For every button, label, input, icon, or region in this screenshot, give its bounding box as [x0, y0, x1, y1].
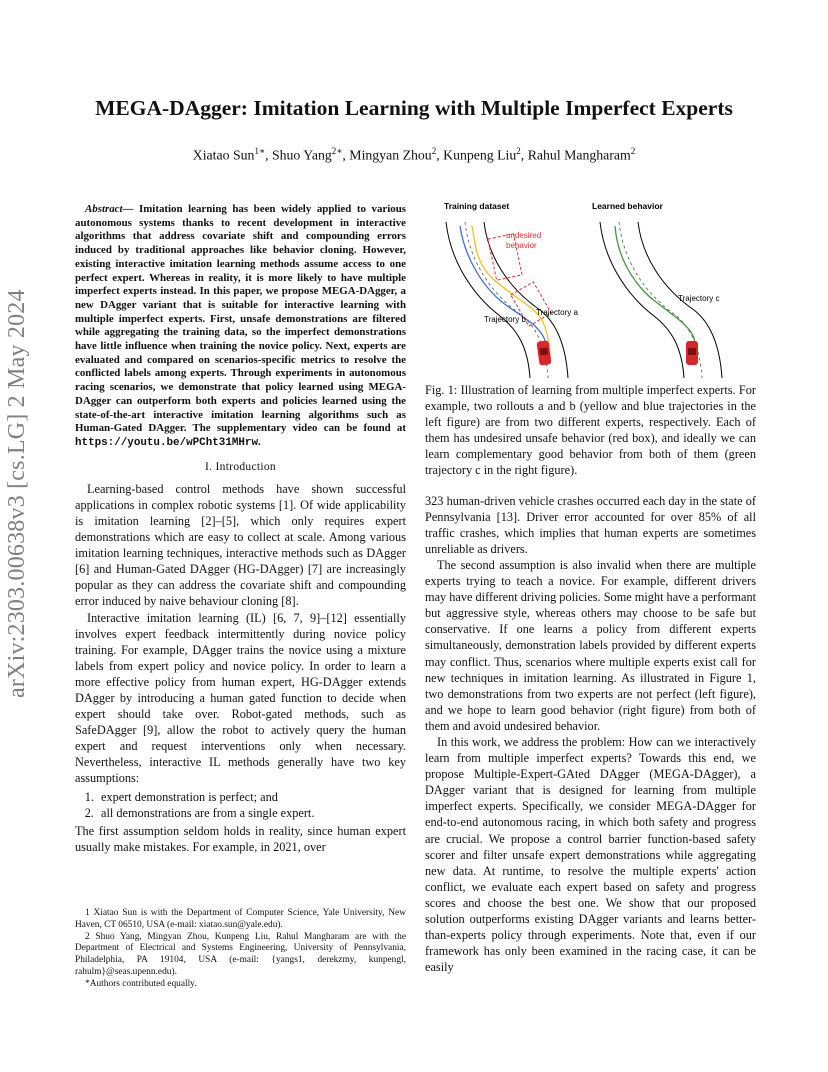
- footnote: 2 Shuo Yang, Mingyan Zhou, Kunpeng Liu, Rahul Mangharam are with the Department of Electrical and Systems Engineering, University of Pennsylvania, Philadelphia, PA 19104, USA (e-mail: {yangs1, derekzmy, kunpengl, rahulm}@seas.upenn.edu).: [75, 931, 406, 977]
- footnotes: [75, 908, 406, 991]
- paragraph: The first assumption seldom holds in reality, since human expert usually make mistakes. For example, in 2021, over: [75, 823, 406, 854]
- paragraph: The second assumption is also invalid when there are multiple experts trying to teach a novice. For example, different drivers may have different driving policies. Some might have a performant but aggressive style, whereas others may choose to be safe but conservative. If one learns a policy from different experts simultaneously, demonstration labels provided by different experts may conflict. Thus, scenarios where multiple experts exist call for new techniques in imitation learning. As illustrated in Figure 1, two demonstrations from two experts are not perfect (left figure), and we hope to learn good behavior (right figure) from both of them and avoid undesired behavior.: [425, 557, 757, 733]
- trajectory-c-label: Trajectory c: [678, 294, 720, 303]
- undesired-label-1: undesired: [506, 231, 542, 240]
- left-column: [75, 203, 406, 855]
- footnote: 1 Xiatao Sun is with the Department of Computer Science, Yale University, New Haven, CT 06510, USA (e-mail: xiatao.sun@yale.edu).: [75, 908, 406, 930]
- paragraph: 323 human-driven vehicle crashes occurred each day in the state of Pennsylvania [13]. Driver error accounted for over 85% of all traffic crashes, which implies that human experts are sometimes unreliable as drivers.: [425, 493, 756, 556]
- assumption-list: [75, 789, 406, 821]
- figure-1: [430, 198, 760, 378]
- author-list: Xiatao Sun$^{1∗}$, Shuo Yang$^{2∗}$, Mingyan Zhou$^2$, Kunpeng Liu$^2$, Rahul Mangharam$^2$: [192, 146, 636, 163]
- abstract-text: — Imitation learning has been widely applied to various autonomous systems thanks to recent development in interactive algorithms that address covariate shift and compounding errors induced by traditional approaches like behavior cloning. However, existing interactive imitation learning methods assume access to one perfect expert. Whereas in reality, it is more likely to have multiple imperfect experts instead. In this paper, we propose MEGA-DAgger, a new DAgger variant that is suitable for interactive learning with multiple imperfect experts. First, unsafe demonstrations are filtered while aggregating the training data, so the imperfect demonstrations have little influence when training the novice policy. Next, experts are evaluated and compared on scenarios-specific metrics to resolve the conflicted labels among experts. Through experiments in autonomous racing scenarios, we demonstrate that policy learned using MEGA-DAgger can outperform both experts and policies learned using the state-of-the-art interactive imitation learning algorithms such as Human-Gated DAgger. The supplementary video can be found at: [75, 203, 406, 435]
- paragraph: Learning-based control methods have shown successful applications in complex robotic systems [1]. Of wide applicability is imitation learning [2]–[5], which only requires expert demonstrations which are easy to collect at scale. Among various imitation learning techniques, interactive methods such as DAgger [6] and Human-Gated DAgger (HG-DAgger) [7] are increasingly popular as they can address the covariate shift and compounding error induced by naive behaviour cloning [8].: [75, 481, 406, 609]
- undesired-label-2: behavior: [506, 241, 537, 250]
- section-heading-introduction: I. Introduction: [205, 460, 276, 473]
- paragraph: In this work, we address the problem: How can we interactively learn from multiple imperfect experts? Towards this end, we propose Multiple-Expert-GAted DAgger (MEGA-DAgger), a DAgger variant that is designed for learning from multiple imperfect experts. Specifically, we consider MEGA-DAgger for end-to-end autonomous racing, in which both safety and progress are crucial. We propose a control barrier function-based safety scorer and filter unsafe expert demonstrations while aggregating new data. At runtime, to resolve the multiple experts' action conflict, we evaluate each expert based on safety and progress scores and choose the best one. We show that our proposed solution outperforms existing DAgger variants and learns better-than-experts policy through experiments. Note that, even if our framework has only been examined in the racing case, it can be easily: [425, 734, 756, 975]
- figure-left-title: Training dataset: [444, 201, 510, 211]
- trajectory-b-label: Trajectory b: [484, 315, 526, 324]
- abstract-end: .: [258, 435, 261, 448]
- trajectory-c: [615, 226, 696, 358]
- paper-title: MEGA-DAgger: Imitation Learning with Multiple Imperfect Experts: [95, 96, 733, 120]
- list-item: 2. all demonstrations are from a single expert.: [97, 805, 406, 821]
- car-icon: [686, 341, 698, 365]
- figure-right-title: Learned behavior: [592, 201, 663, 211]
- list-item: 1. expert demonstration is perfect; and: [97, 789, 406, 805]
- figure-caption: Fig. 1: Illustration of learning from multiple imperfect experts. For example, two rollouts a and b (yellow and blue trajectories in the left figure) are from two different experts, respectively. Each of them has undesired unsafe behavior (red box), and ideally we can learn complementary good behavior from both of them (green trajectory c in the right figure).: [425, 383, 756, 478]
- abstract-label: Abstract: [85, 203, 123, 215]
- video-link[interactable]: https://youtu.be/wPCht31MHrw: [75, 436, 258, 449]
- road-edge-left-2: [600, 222, 684, 378]
- footnote: *Authors contributed equally.: [85, 978, 197, 989]
- right-column: [425, 382, 756, 975]
- arxiv-identifier: arXiv:2303.00638v3 [cs.LG] 2 May 2024: [4, 289, 30, 698]
- paragraph: Interactive imitation learning (IL) [6, 7, 9]–[12] essentially involves expert feedback intermittently during novice policy training. For example, DAgger trains the novice using a mixture labels from expert policy and novice policy. In order to learn a more effective policy from human expert, HG-DAgger extends DAgger by introducing a human gated function to decide when expert should take over. Robot-gated methods, such as SafeDAgger [9], allow the robot to actively query the human expert and request interventions only when necessary. Nevertheless, interactive IL methods generally have two key assumptions:: [75, 610, 406, 786]
- abstract: [75, 203, 406, 451]
- trajectory-a-label: Trajectory a: [536, 308, 578, 317]
